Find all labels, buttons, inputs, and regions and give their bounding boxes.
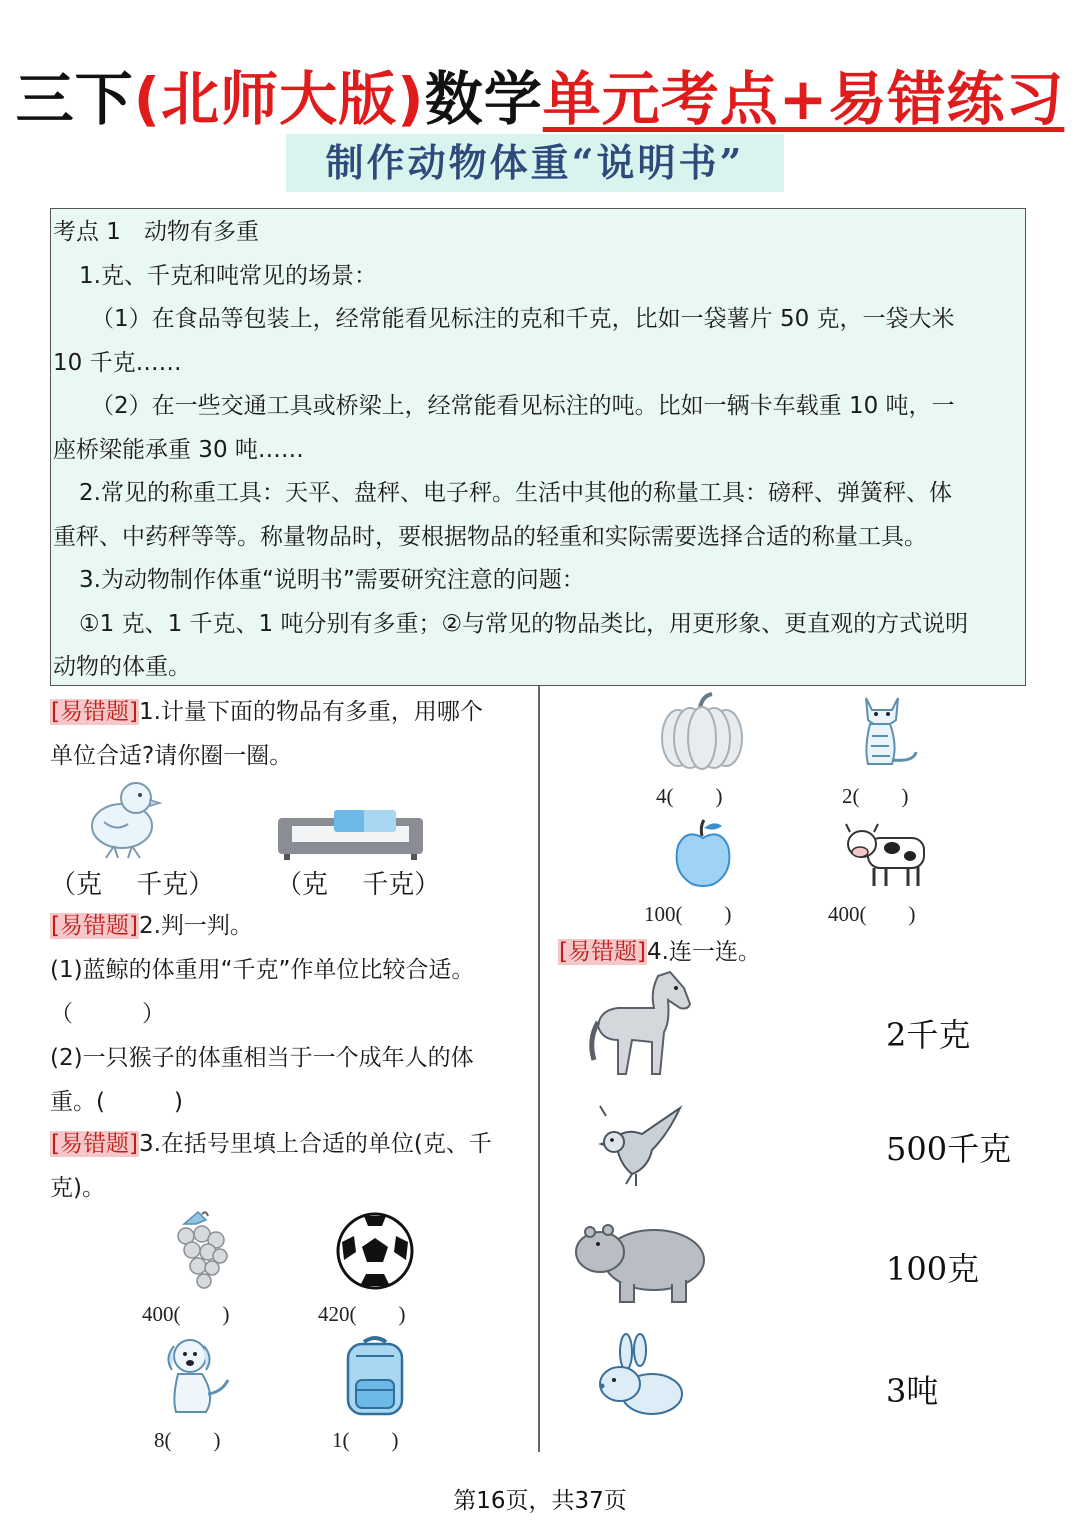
question-3 <box>50 1122 530 1210</box>
question-text: 4.连一连。 <box>646 939 761 965</box>
horse-icon <box>588 970 698 1082</box>
error-tag: [易错题] <box>51 913 138 939</box>
title-topic: 单元考点+易错练习 <box>542 65 1065 133</box>
q1-choice-sofa[interactable]: （克 千克） <box>276 870 441 900</box>
hippo-icon <box>576 1216 708 1304</box>
q1-choice-chick[interactable]: （克 千克） <box>50 870 215 900</box>
q4-unit-4[interactable]: 3吨 <box>886 1372 939 1410</box>
question-text: 1.计量下面的物品有多重，用哪个 <box>138 699 483 725</box>
knowledge-line: 动物的体重。 <box>53 654 191 680</box>
q2-item-1: (1)蓝鲸的体重用“千克”作单位比较合适。 <box>50 957 475 983</box>
knowledge-line: 座桥梁能承重 30 吨…… <box>53 436 304 463</box>
page-title <box>0 52 1080 136</box>
question-1 <box>50 690 530 778</box>
q3-grapes-answer[interactable]: 400( ) <box>142 1302 230 1326</box>
knowledge-line: 重秤、中药秤等等。称量物品时，要根据物品的轻重和实际需要选择合适的称量工具。 <box>53 523 927 550</box>
knowledge-line: ①1 克、1 千克、1 吨分别有多重；②与常见的物品类比，用更形象、更直观的方式说明 <box>79 610 969 637</box>
rabbit-icon <box>596 1334 686 1418</box>
title-grade: 三下 <box>15 65 134 133</box>
question-text: 2.判一判。 <box>138 913 253 939</box>
q4-unit-1[interactable]: 2千克 <box>886 1016 971 1054</box>
pumpkin-icon <box>660 694 744 770</box>
question-text: 3.在括号里填上合适的单位(克、千 <box>138 1131 492 1157</box>
cat-icon <box>852 690 922 770</box>
grapes-icon <box>164 1210 232 1290</box>
apple-icon <box>672 820 734 888</box>
question-text: 单位合适?请你圈一圈。 <box>50 743 293 769</box>
dog-icon <box>160 1336 234 1416</box>
knowledge-heading: 考点 1 动物有多重 <box>53 219 259 245</box>
knowledge-line: 3.为动物制作体重“说明书”需要研究注意的问题： <box>79 567 585 593</box>
q2-item-2: (2)一只猴子的体重相当于一个成年人的体 <box>50 1045 474 1071</box>
knowledge-line: 2.常见的称重工具：天平、盘秤、电子秤。生活中其他的称量工具：磅秤、弹簧秤、体 <box>79 480 952 506</box>
q3-apple-answer[interactable]: 100( ) <box>644 902 732 926</box>
title-edition: (北师大版) <box>133 65 425 133</box>
q3-football-answer[interactable]: 420( ) <box>318 1302 406 1326</box>
page-footer: 第16页，共37页 <box>453 1488 627 1514</box>
error-tag: [易错题] <box>51 699 138 725</box>
question-text: 克)。 <box>50 1175 105 1201</box>
backpack-icon <box>340 1336 410 1416</box>
q3-dog-answer[interactable]: 8( ) <box>154 1428 221 1452</box>
q2-answer-2[interactable]: 重。( ) <box>50 1089 183 1115</box>
q4-unit-3[interactable]: 100克 <box>886 1250 980 1288</box>
title-subject: 数学 <box>424 65 543 133</box>
knowledge-box <box>50 208 1026 686</box>
football-icon <box>336 1212 414 1290</box>
q3-cow-answer[interactable]: 400( ) <box>828 902 916 926</box>
q3-backpack-answer[interactable]: 1( ) <box>332 1428 399 1452</box>
sofa-icon <box>278 808 423 860</box>
cow-icon <box>846 820 928 888</box>
knowledge-line: 1.克、千克和吨常见的场景： <box>79 262 377 289</box>
knowledge-line: （2）在一些交通工具或桥梁上，经常能看见标注的吨。比如一辆卡车载重 10 吨，一 <box>91 393 955 419</box>
q2-answer-1[interactable]: （ ） <box>50 1001 165 1027</box>
section-subtitle: 制作动物体重“说明书” <box>286 134 784 192</box>
question-4 <box>558 930 1058 974</box>
chick-icon <box>84 778 164 860</box>
bird-icon <box>596 1104 684 1188</box>
column-divider <box>538 686 540 1452</box>
error-tag: [易错题] <box>559 939 646 965</box>
knowledge-line: 10 千克…… <box>53 349 182 376</box>
q3-pumpkin-answer[interactable]: 4( ) <box>656 784 723 808</box>
error-tag: [易错题] <box>51 1131 138 1157</box>
q4-unit-2[interactable]: 500千克 <box>886 1130 1012 1168</box>
q3-cat-answer[interactable]: 2( ) <box>842 784 909 808</box>
knowledge-line: （1）在食品等包装上，经常能看见标注的克和千克，比如一袋薯片 50 克，一袋大米 <box>91 306 955 332</box>
question-2 <box>50 904 535 1124</box>
